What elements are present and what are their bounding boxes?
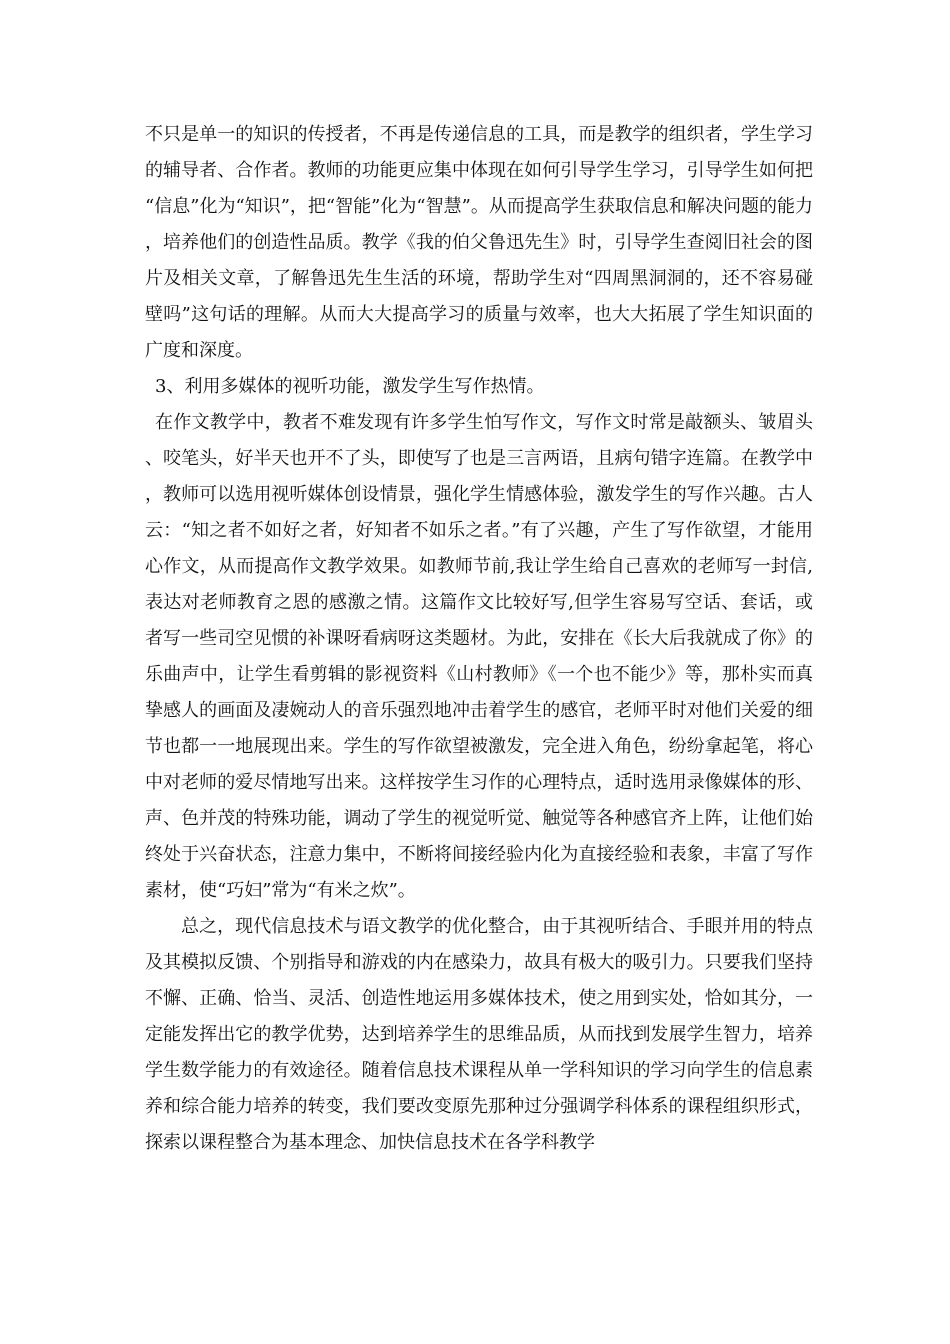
paragraph-conclusion: 总之，现代信息技术与语文教学的优化整合，由于其视听结合、手眼并用的特点及其模拟反馈、个别指导和游戏的内在感染力，故具有极大的吸引力。只要我们坚持不懈、正确、恰当、灵活、创造性地运用多媒体技术，使之用到实处，恰如其分，一定能发挥出它的教学优势，达到培养学生的思维品质，从而找到发展学生智力，培养学生数学能力的有效途径。随着信息技术课程从单一学科知识的学习向学生的信息素养和综合能力培养的转变，我们要改变原先那种过分强调学科体系的课程组织形式，探索以课程整合为基本理念、加快信息技术在各学科教学 xyxy=(145,916,813,1153)
paragraph-teacher-role: 不只是单一的知识的传授者，不再是传递信息的工具，而是教学的组织者，学生学习的辅导者、合作者。教师的功能更应集中体现在如何引导学生学习，引导学生如何把“信息”化为“知识”，把“智能”化为“智慧”。从而提高学生获取信息和解决问题的能力，培养他们的创造性品质。教学《我的伯父鲁迅先生》时，引导学生查阅旧社会的图片及相关文章，了解鲁迅先生生活的环境，帮助学生对“四周黑洞洞的，还不容易碰壁吗”这句话的理解。从而大大提高学习的质量与效率，也大大拓展了学生知识面的广度和深度。 xyxy=(145,124,813,361)
section-heading-multimedia-writing: 3、利用多媒体的视听功能，激发学生写作热情。 xyxy=(155,376,545,397)
body-text xyxy=(145,117,813,1161)
paragraph-composition-teaching: 在作文教学中，教者不难发现有许多学生怕写作文，写作文时常是敲额头、皱眉头、咬笔头，好半天也开不了头，即使写了也是三言两语，且病句错字连篇。在教学中，教师可以选用视听媒体创设情景，强化学生情感体验，激发学生的写作兴趣。古人云：“知之者不如好之者，好知者不如乐之者。”有了兴趣，产生了写作欲望，才能用心作文，从而提高作文教学效果。如教师节前,我让学生给自己喜欢的老师写一封信,表达对老师教育之恩的感激之情。这篇作文比较好写,但学生容易写空话、套话，或者写一些司空见惯的补课呀看病呀这类题材。为此，安排在《长大后我就成了你》的乐曲声中，让学生看剪辑的影视资料《山村教师》《一个也不能少》等，那朴实而真挚感人的画面及凄婉动人的音乐强烈地冲击着学生的感官，老师平时对他们关爱的细节也都一一地展现出来。学生的写作欲望被激发，完全进入角色，纷纷拿起笔，将心中对老师的爱尽情地写出来。这样按学生习作的心理特点，适时选用录像媒体的形、声、色并茂的特殊功能，调动了学生的视觉听觉、触觉等各种感官齐上阵，让他们始终处于兴奋状态，注意力集中，不断将间接经验内化为直接经验和表象，丰富了写作素材，使“巧妇”常为“有米之炊”。 xyxy=(145,412,813,901)
